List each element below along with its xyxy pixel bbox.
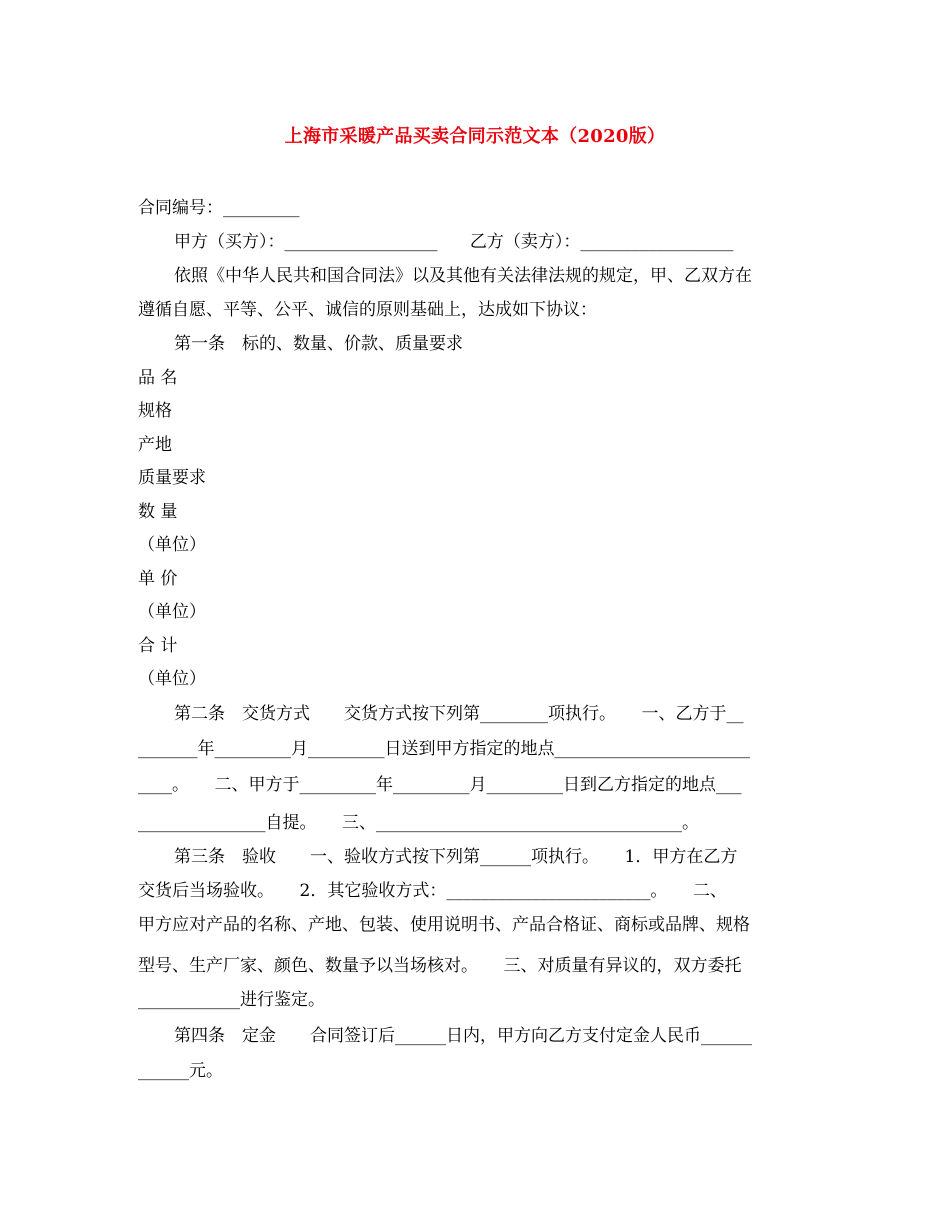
article-4-line: ______元。 — [138, 1061, 223, 1081]
article-2-line: ____。 二、甲方于_________年_________月_________日到乙方指定的地点___ — [138, 775, 742, 795]
item-label: 质量要求 — [138, 468, 206, 488]
article-3-line: 第三条 验收 一、验收方式按下列第______项执行。 1．甲方在乙方 — [174, 847, 738, 867]
item-label: 数 量 — [138, 502, 178, 522]
preamble-line: 遵循自愿、平等、公平、诚信的原则基础上，达成如下协议： — [138, 300, 597, 320]
article-3-line: 交货后当场验收。 2．其它验收方式：________________________。 二、 — [138, 881, 727, 901]
article-1-heading: 第一条 标的、数量、价款、质量要求 — [174, 334, 463, 354]
preamble-line: 依照《中华人民共和国合同法》以及其他有关法律法规的规定，甲、乙双方在 — [174, 266, 752, 286]
article-2-line: 第二条 交货方式 交货方式按下列第________项执行。 一、乙方于__ — [174, 704, 744, 724]
item-label: （单位） — [138, 602, 206, 622]
item-label: 规格 — [138, 401, 172, 421]
article-2-line: _______年_________月_________日送到甲方指定的地点_______________________ — [138, 739, 750, 759]
item-label: 品 名 — [138, 368, 178, 388]
article-2-line: _______________自提。 三、____________________________________。 — [138, 813, 699, 833]
article-4-line: 第四条 定金 合同签订后______日内，甲方向乙方支付定金人民币______ — [174, 1026, 752, 1046]
parties-line: 甲方（买方）：__________________ 乙方（卖方）：__________________ — [174, 232, 734, 252]
document-title: 上海市采暖产品买卖合同示范文本（2020版） — [284, 126, 666, 147]
contract-number-line: 合同编号：_________ — [138, 198, 300, 218]
article-3-line: 甲方应对产品的名称、产地、包装、使用说明书、产品合格证、商标或品牌、规格 — [138, 915, 750, 935]
item-label: （单位） — [138, 669, 206, 689]
item-label: 产地 — [138, 435, 172, 455]
item-label: （单位） — [138, 535, 206, 555]
item-label: 单 价 — [138, 569, 178, 589]
article-3-line: ____________进行鉴定。 — [138, 990, 325, 1010]
item-label: 合 计 — [138, 636, 178, 656]
article-3-line: 型号、生产厂家、颜色、数量予以当场核对。 三、对质量有异议的，双方委托 — [138, 956, 742, 976]
